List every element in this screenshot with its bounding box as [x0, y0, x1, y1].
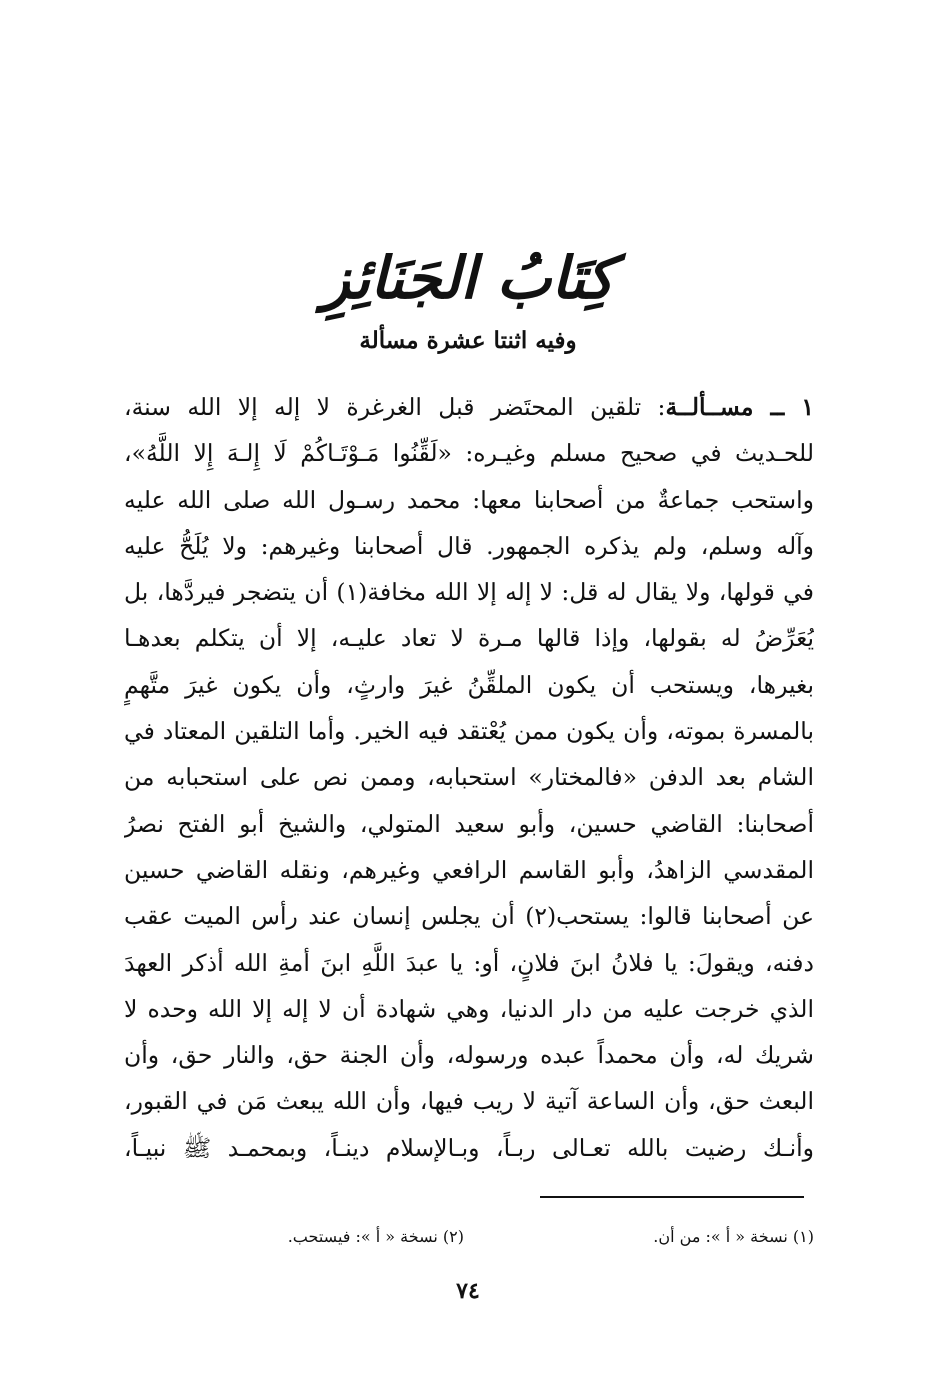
- text-line: الذي خرجت عليه من دار الدنيا، وهي شهادة أن لا إله إلا الله وحده لا: [124, 994, 814, 1023]
- text-line: يُعَرِّضُ له بقولها، وإذا قالها مـرة لا تعاد عليـه، إلا أن يتكلم بعدهـا: [124, 624, 814, 653]
- text-line: البعث حق، وأن الساعة آتية لا ريب فيها، وأن الله يبعث مَن في القبور،: [124, 1087, 814, 1116]
- footnote-2: [288, 1222, 464, 1252]
- text-line: [124, 384, 814, 430]
- text-line: للحـديث في صحيح مسلم وغيـره: «لَقِّنُوا مَـوْتَـاكُمْ لَا إِلـهَ إِلا اللَّهُ»،: [124, 439, 814, 468]
- chapter-subtitle: وفيه اثنتا عشرة مسألة: [359, 327, 577, 354]
- footnote-text: نسخة « أ »: فيستحب.: [287, 1227, 438, 1246]
- footnote-marker: (٢): [442, 1227, 464, 1246]
- text-line: بالمسرة بموته، وأن يكون ممن يُعْتقد فيه الخير. وأما التلقين المعتاد في: [124, 717, 814, 746]
- footnote-marker: (١): [792, 1227, 814, 1246]
- text-line: وأنـك رضيت بالله تعـالى ربـاً، وبـالإسلام دينـاً، وبمحمـد ﷺ نبيـاً،: [124, 1133, 814, 1162]
- text-line: بغيرها، ويستحب أن يكون الملقِّنُ غيرَ وارثٍ، وأن يكون غيرَ متَّهمٍ: [124, 670, 814, 699]
- chapter-title: كِتَابُ الجَنَائِزِ: [321, 244, 615, 312]
- issue-heading: ١ ــ مســألــة: [665, 393, 814, 421]
- text-line: الشام بعد الدفن «فالمختار» استحبابه، وممن نص على استحبابه من: [124, 763, 814, 792]
- text-line: دفنه، ويقولَ: يا فلانُ ابنَ فلانٍ، أو: يا عبدَ اللَّهِ ابنَ أمةِ الله أذكر العهدَ: [124, 948, 814, 977]
- text-line: وآله وسلم، ولم يذكره الجمهور. قال أصحابنا وغيرهم: ولا يُلَحُّ عليه: [124, 531, 814, 560]
- footnote-text: نسخة « أ »: من أن.: [653, 1227, 788, 1246]
- text-line: واستحب جماعةٌ من أصحابنا معها: محمد رسـول الله صلى الله عليه: [124, 485, 814, 514]
- footnote-1: [653, 1222, 814, 1252]
- line-text: : تلقين المحتَضر قبل الغرغرة لا إله إلا الله سنة،: [124, 393, 666, 421]
- text-line: أصحابنا: القاضي حسين، وأبو سعيد المتولي، والشيخ أبو الفتح نصرُ: [124, 809, 814, 838]
- footnotes: [124, 1222, 814, 1252]
- page-number: ٧٤: [456, 1278, 480, 1304]
- text-line: المقدسي الزاهدُ، وأبو القاسم الرافعي وغيرهم، ونقله القاضي حسين: [124, 855, 814, 884]
- text-line: شريك له، وأن محمداً عبده ورسوله، وأن الجنة حق، والنار حق، وأن: [124, 1041, 814, 1070]
- text-line: في قولها، ولا يقال له قل: لا إله إلا الله مخافة(١) أن يتضجر فيردَّها، بل: [124, 578, 814, 607]
- text-line: عن أصحابنا قالوا: يستحب(٢) أن يجلس إنسان عند رأس الميت عقب: [124, 902, 814, 931]
- footnote-divider: [540, 1196, 804, 1198]
- body-text: [124, 384, 814, 1171]
